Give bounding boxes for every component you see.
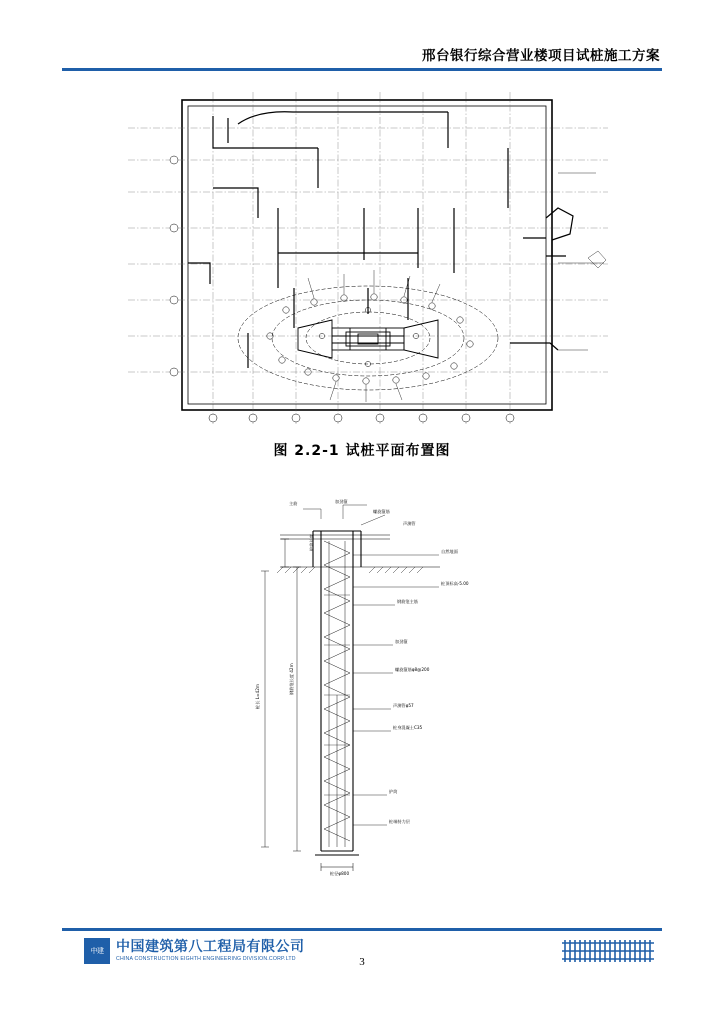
company-name-cn: 中国建筑第八工程局有限公司: [116, 938, 305, 955]
svg-text:护筒: 护筒: [389, 789, 398, 794]
company-name-en: CHINA CONSTRUCTION EIGHTH ENGINEERING DIVISION.CORP.LTD: [116, 955, 296, 962]
figure-plan: [118, 88, 618, 428]
header-divider: [62, 68, 662, 71]
svg-text:桩端持力层: 桩端持力层: [389, 819, 410, 824]
company-logo-mark: 中建: [84, 938, 110, 964]
header-title: 邢台银行综合营业楼项目试桩施工方案: [422, 48, 660, 64]
page-header: [62, 44, 662, 71]
svg-text:声测管: 声测管: [403, 521, 416, 526]
page-footer: [62, 936, 662, 980]
page-number: 3: [359, 956, 365, 968]
svg-text:钢筋笼主筋: 钢筋笼主筋: [397, 599, 418, 604]
svg-text:护筒长度: 护筒长度: [309, 534, 314, 551]
svg-text:螺旋箍筋φ8@200: 螺旋箍筋φ8@200: [395, 667, 430, 672]
barcode-decoration: [562, 938, 654, 964]
svg-text:桩身混凝土C35: 桩身混凝土C35: [393, 725, 423, 730]
svg-text:桩顶标高-5.00: 桩顶标高-5.00: [441, 581, 469, 586]
svg-text:自然地面: 自然地面: [441, 549, 458, 554]
footer-divider: [62, 928, 662, 931]
figure-plan-caption: 图 2.2-1 试桩平面布置图: [273, 443, 451, 459]
svg-text:声测管φ57: 声测管φ57: [393, 703, 414, 708]
svg-text:钢筋笼长度 42m: 钢筋笼长度 42m: [289, 663, 294, 695]
svg-text:螺旋箍筋: 螺旋箍筋: [373, 509, 390, 514]
svg-text:主筋: 主筋: [289, 501, 298, 506]
svg-text:桩长 L=42m: 桩长 L=42m: [255, 684, 260, 709]
svg-text:加劲箍: 加劲箍: [395, 639, 408, 644]
figure-section: [225, 495, 505, 895]
svg-text:桩径φ800: 桩径φ800: [330, 871, 350, 876]
svg-text:加劲箍: 加劲箍: [335, 499, 348, 504]
